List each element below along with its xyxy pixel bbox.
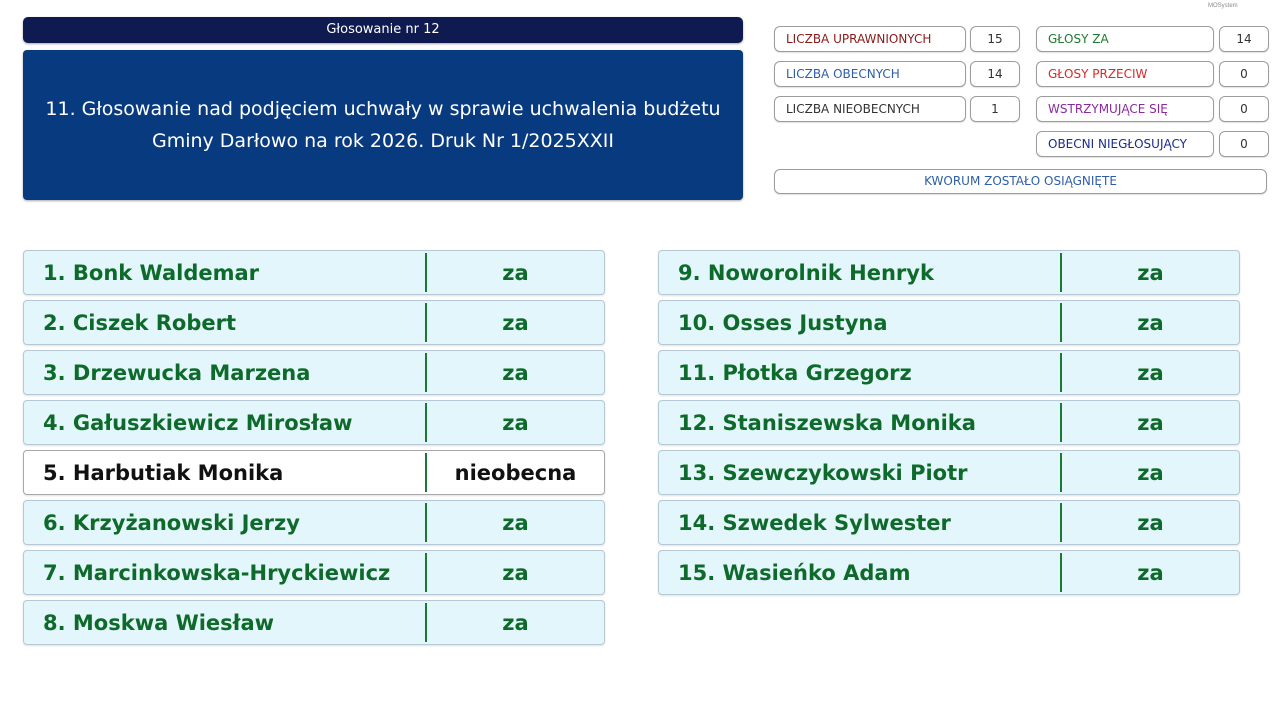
member-name: 4. Gałuszkiewicz Mirosław [43, 410, 353, 435]
votes-for-value: 14 [1219, 26, 1269, 52]
eligible-count-value: 15 [970, 26, 1020, 52]
member-name: 7. Marcinkowska-Hryckiewicz [43, 560, 391, 585]
votes-against-value: 0 [1219, 61, 1269, 87]
member-name: 3. Drzewucka Marzena [43, 360, 311, 385]
council-member-row [658, 350, 1240, 395]
member-name: 2. Ciszek Robert [43, 310, 237, 335]
quorum-status: KWORUM ZOSTAŁO OSIĄGNIĘTE [774, 169, 1267, 194]
council-member-row [658, 300, 1240, 345]
member-vote: za [502, 510, 529, 535]
member-vote: za [502, 260, 529, 285]
present-not-voting-value: 0 [1219, 131, 1269, 157]
member-vote: za [1137, 560, 1164, 585]
votes-against-label: GŁOSY PRZECIW [1036, 61, 1214, 87]
council-member-row [23, 400, 605, 445]
council-member-row [23, 600, 605, 645]
vote-subject-text: 11. Głosowanie nad podjęciem uchwały w sprawie uchwalenia budżetu Gminy Darłowo na rok 2026. Druk Nr 1/2025XXII [45, 98, 721, 152]
member-vote: za [502, 310, 529, 335]
member-name: 8. Moskwa Wiesław [43, 610, 275, 635]
council-member-row [23, 500, 605, 545]
present-count-value: 14 [970, 61, 1020, 87]
member-name: 15. Wasieńko Adam [678, 560, 911, 585]
member-vote: za [1137, 310, 1164, 335]
council-member-row [23, 250, 605, 295]
council-member-row [658, 250, 1240, 295]
member-name: 13. Szewczykowski Piotr [678, 460, 968, 485]
council-member-row [658, 500, 1240, 545]
member-vote: za [1137, 410, 1164, 435]
member-name: 6. Krzyżanowski Jerzy [43, 510, 300, 535]
member-name: 5. Harbutiak Monika [43, 460, 284, 485]
council-member-row [23, 300, 605, 345]
absent-count-value: 1 [970, 96, 1020, 122]
member-name: 14. Szwedek Sylwester [678, 510, 951, 535]
member-vote: nieobecna [454, 460, 577, 485]
member-vote: za [502, 610, 529, 635]
council-member-row [23, 350, 605, 395]
council-member-row [658, 550, 1240, 595]
council-member-row [23, 550, 605, 595]
votes-for-label: GŁOSY ZA [1036, 26, 1214, 52]
member-name: 1. Bonk Waldemar [43, 260, 260, 285]
member-vote: za [502, 360, 529, 385]
member-name: 10. Osses Justyna [678, 310, 888, 335]
member-vote: za [502, 410, 529, 435]
member-vote: za [1137, 510, 1164, 535]
member-vote: za [1137, 260, 1164, 285]
brand-logo-text: MOSystem [1208, 3, 1238, 9]
member-vote: za [1137, 460, 1164, 485]
eligible-count-label: LICZBA UPRAWNIONYCH [774, 26, 966, 52]
council-member-row [658, 400, 1240, 445]
present-count-label: LICZBA OBECNYCH [774, 61, 966, 87]
council-member-row [23, 450, 605, 495]
present-not-voting-label: OBECNI NIEGŁOSUJĄCY [1036, 131, 1214, 157]
member-name: 12. Staniszewska Monika [678, 410, 976, 435]
member-name: 11. Płotka Grzegorz [678, 360, 912, 385]
member-vote: za [1137, 360, 1164, 385]
abstain-label: WSTRZYMUJĄCE SIĘ [1036, 96, 1214, 122]
vote-subject-panel [23, 50, 743, 200]
member-name: 9. Noworolnik Henryk [678, 260, 934, 285]
council-member-row [658, 450, 1240, 495]
abstain-value: 0 [1219, 96, 1269, 122]
absent-count-label: LICZBA NIEOBECNYCH [774, 96, 966, 122]
member-vote: za [502, 560, 529, 585]
vote-number-header: Głosowanie nr 12 [23, 17, 743, 43]
